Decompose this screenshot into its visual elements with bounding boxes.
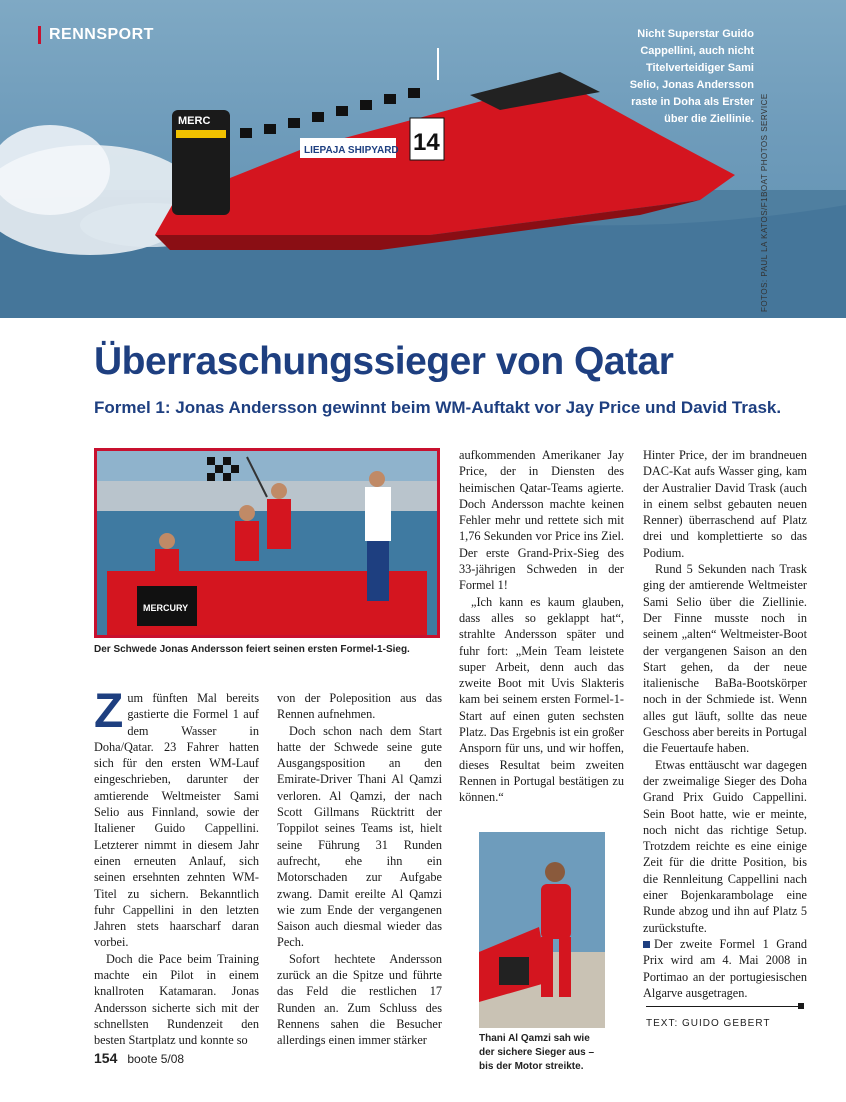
col1-paragraph-2: Doch die Pace beim Training machte ein Pilot in einem knallroten Katamaran. Jonas Andersson sicherte sich mit der schnellsten Rundenzeit den besten Startplatz und konnte so <box>94 951 259 1048</box>
celebration-photo <box>94 448 440 638</box>
col4-paragraph-3: Etwas enttäuscht war dagegen der zweimalige Sieger des Doha Grand Prix Guido Cappellini. Sein Boot hatte, wie er meinte, noch nicht das richtige Setup. Trotzdem reichte es eine einige Zeit für die dritte Position, bis die Rennleitung Cappellini nach einer Bojenkarambolage eine Runde abzog und ihn auf Platz 5 zurückstufte. <box>643 757 807 935</box>
page-number: 154 <box>94 1050 118 1066</box>
photo1-caption: Der Schwede Jonas Andersson feiert seinen ersten Formel-1-Sieg. <box>94 644 410 655</box>
col4-paragraph-4: Der zweite Formel 1 Grand Prix wird am 4. Mai 2008 in Portimao an der portugiesischen Algarve ausgetragen. <box>643 936 807 1000</box>
hero-caption: Nicht Superstar Guido Cappellini, auch nicht Titelverteidiger Sami Selio, Jonas Andersson raste in Doha als Erster über die Ziellinie. <box>629 28 754 125</box>
end-square-icon <box>643 941 650 948</box>
boat-brand: MERC <box>178 115 211 127</box>
article-column-2 <box>277 690 442 1049</box>
subheadline: Formel 1: Jonas Andersson gewinnt beim WM-Auftakt vor Jay Price und David Trask. <box>94 398 782 417</box>
article-column-3 <box>459 447 624 806</box>
photo1-brand: MERCURY <box>143 603 189 613</box>
col4-paragraph-1: Hinter Price, der im brandneuen DAC-Kat aufs Wasser ging, kam der Australier David Trask (auch in einem selbst gebauten neuen Renner) überraschend auf Platz drei und komplettierte so das Podium. <box>643 448 807 560</box>
drop-cap: Z <box>94 685 124 738</box>
headline: Überraschungssieger von Qatar <box>94 340 674 383</box>
page-footer <box>94 1050 184 1066</box>
col2-paragraph-1: von der Poleposition aus das Rennen aufnehmen. <box>277 691 442 722</box>
article-column-1 <box>94 685 259 1049</box>
article-column-4 <box>643 447 807 1001</box>
col1-paragraph-1: um fünften Mal bereits gastierte die Formel 1 auf dem Wasser in Doha/Qatar. 23 Fahrer hatten sich für den ersten WM-Lauf eingeschrieben, darunter der amtierende Weltmeister Sami Selio aus Finnland, sowie der Italiener Guido Cappellini. Letzterer nimmt in diesem Jahr einen erneuten Anlauf, sich seinen ersehnten zehnten WM-Titel zu sichern. Bekanntlich fuhr Cappellini in den letzten Jahren stets haarscharf daran vorbei. <box>94 691 259 950</box>
col2-paragraph-3: Sofort hechtete Andersson zurück an die Spitze und führte das Feld die restlichen 17 Runden an. Zum Schluss des Rennens sahen die Besucher allerdings einen immer stärker <box>277 951 442 1048</box>
driver-photo <box>479 832 605 1028</box>
boat-number: 14 <box>413 129 440 156</box>
hero-photo <box>0 0 846 318</box>
boat-sponsor: LIEPAJA SHIPYARD <box>304 145 399 156</box>
col2-paragraph-2: Doch schon nach dem Start hatte der Schwede seine gute Ausgangsposition an den Emirate-Driver Thani Al Qamzi verloren. Al Qamzi, der nach Scott Gillmans Rücktritt der Toppilot seines Teams ist, hielt seine Führung 31 Runden aufrecht, ehe ihn ein Motorschaden zur Aufgabe zwang. Damit ereilte Al Qamzi wie zum Ende der vergangenen Saison auch diesmal wieder das Pech. <box>277 723 442 950</box>
issue-label: boote 5/08 <box>127 1052 185 1066</box>
col3-paragraph-1: aufkommenden Amerikaner Jay Price, der in Diensten des heimischen Qatar-Teams agierte. Doch Andersson machte keinen Fehler mehr und rettete sich mit 1,76 Sekunden vor Price ins Ziel. Der erste Grand-Prix-Sieg des 33-jährigen Schweden in der Formel 1! <box>459 448 624 593</box>
section-label: RENNSPORT <box>38 26 154 44</box>
end-rule <box>646 1006 804 1007</box>
author-credit: TEXT: GUIDO GEBERT <box>646 1018 771 1029</box>
col4-paragraph-2: Rund 5 Sekunden nach Trask ging der amtierende Weltmeister Sami Selio über die Ziellinie. Der Finne musste noch in seinem „alten“ Weltmeister-Boot der vergangenen Saison an den Start gehen, da der neue italienische BaBa-Bootskörper noch in der Schmiede ist. Wenn alles gut läuft, sollte das neue Geschoss aber bereits in Portugal die Feuertaufe haben. <box>643 562 807 756</box>
photo-credit: FOTOS: PAUL LA KATOS/F1BOAT PHOTOS SERVICE <box>760 93 769 312</box>
col3-paragraph-2: „Ich kann es kaum glauben, dass alles so geklappt hat“, strahlte Andersson später und fuhr fort: „Mein Team leistete super Arbeit, denn auch das zweite Boot mit Uvis Slakteris kam bei seinem ersten Formel-1-Start auf einen guten sechsten Platz. Das Ergebnis ist ein großer Ansporn für uns, und wir hoffen, dieses Resultat beim zweiten Rennen in Portugal bestätigen zu können.“ <box>459 594 624 805</box>
photo2-caption: Thani Al Qamzi sah wie der sichere Sieger aus – bis der Motor streikte. <box>479 1033 595 1072</box>
